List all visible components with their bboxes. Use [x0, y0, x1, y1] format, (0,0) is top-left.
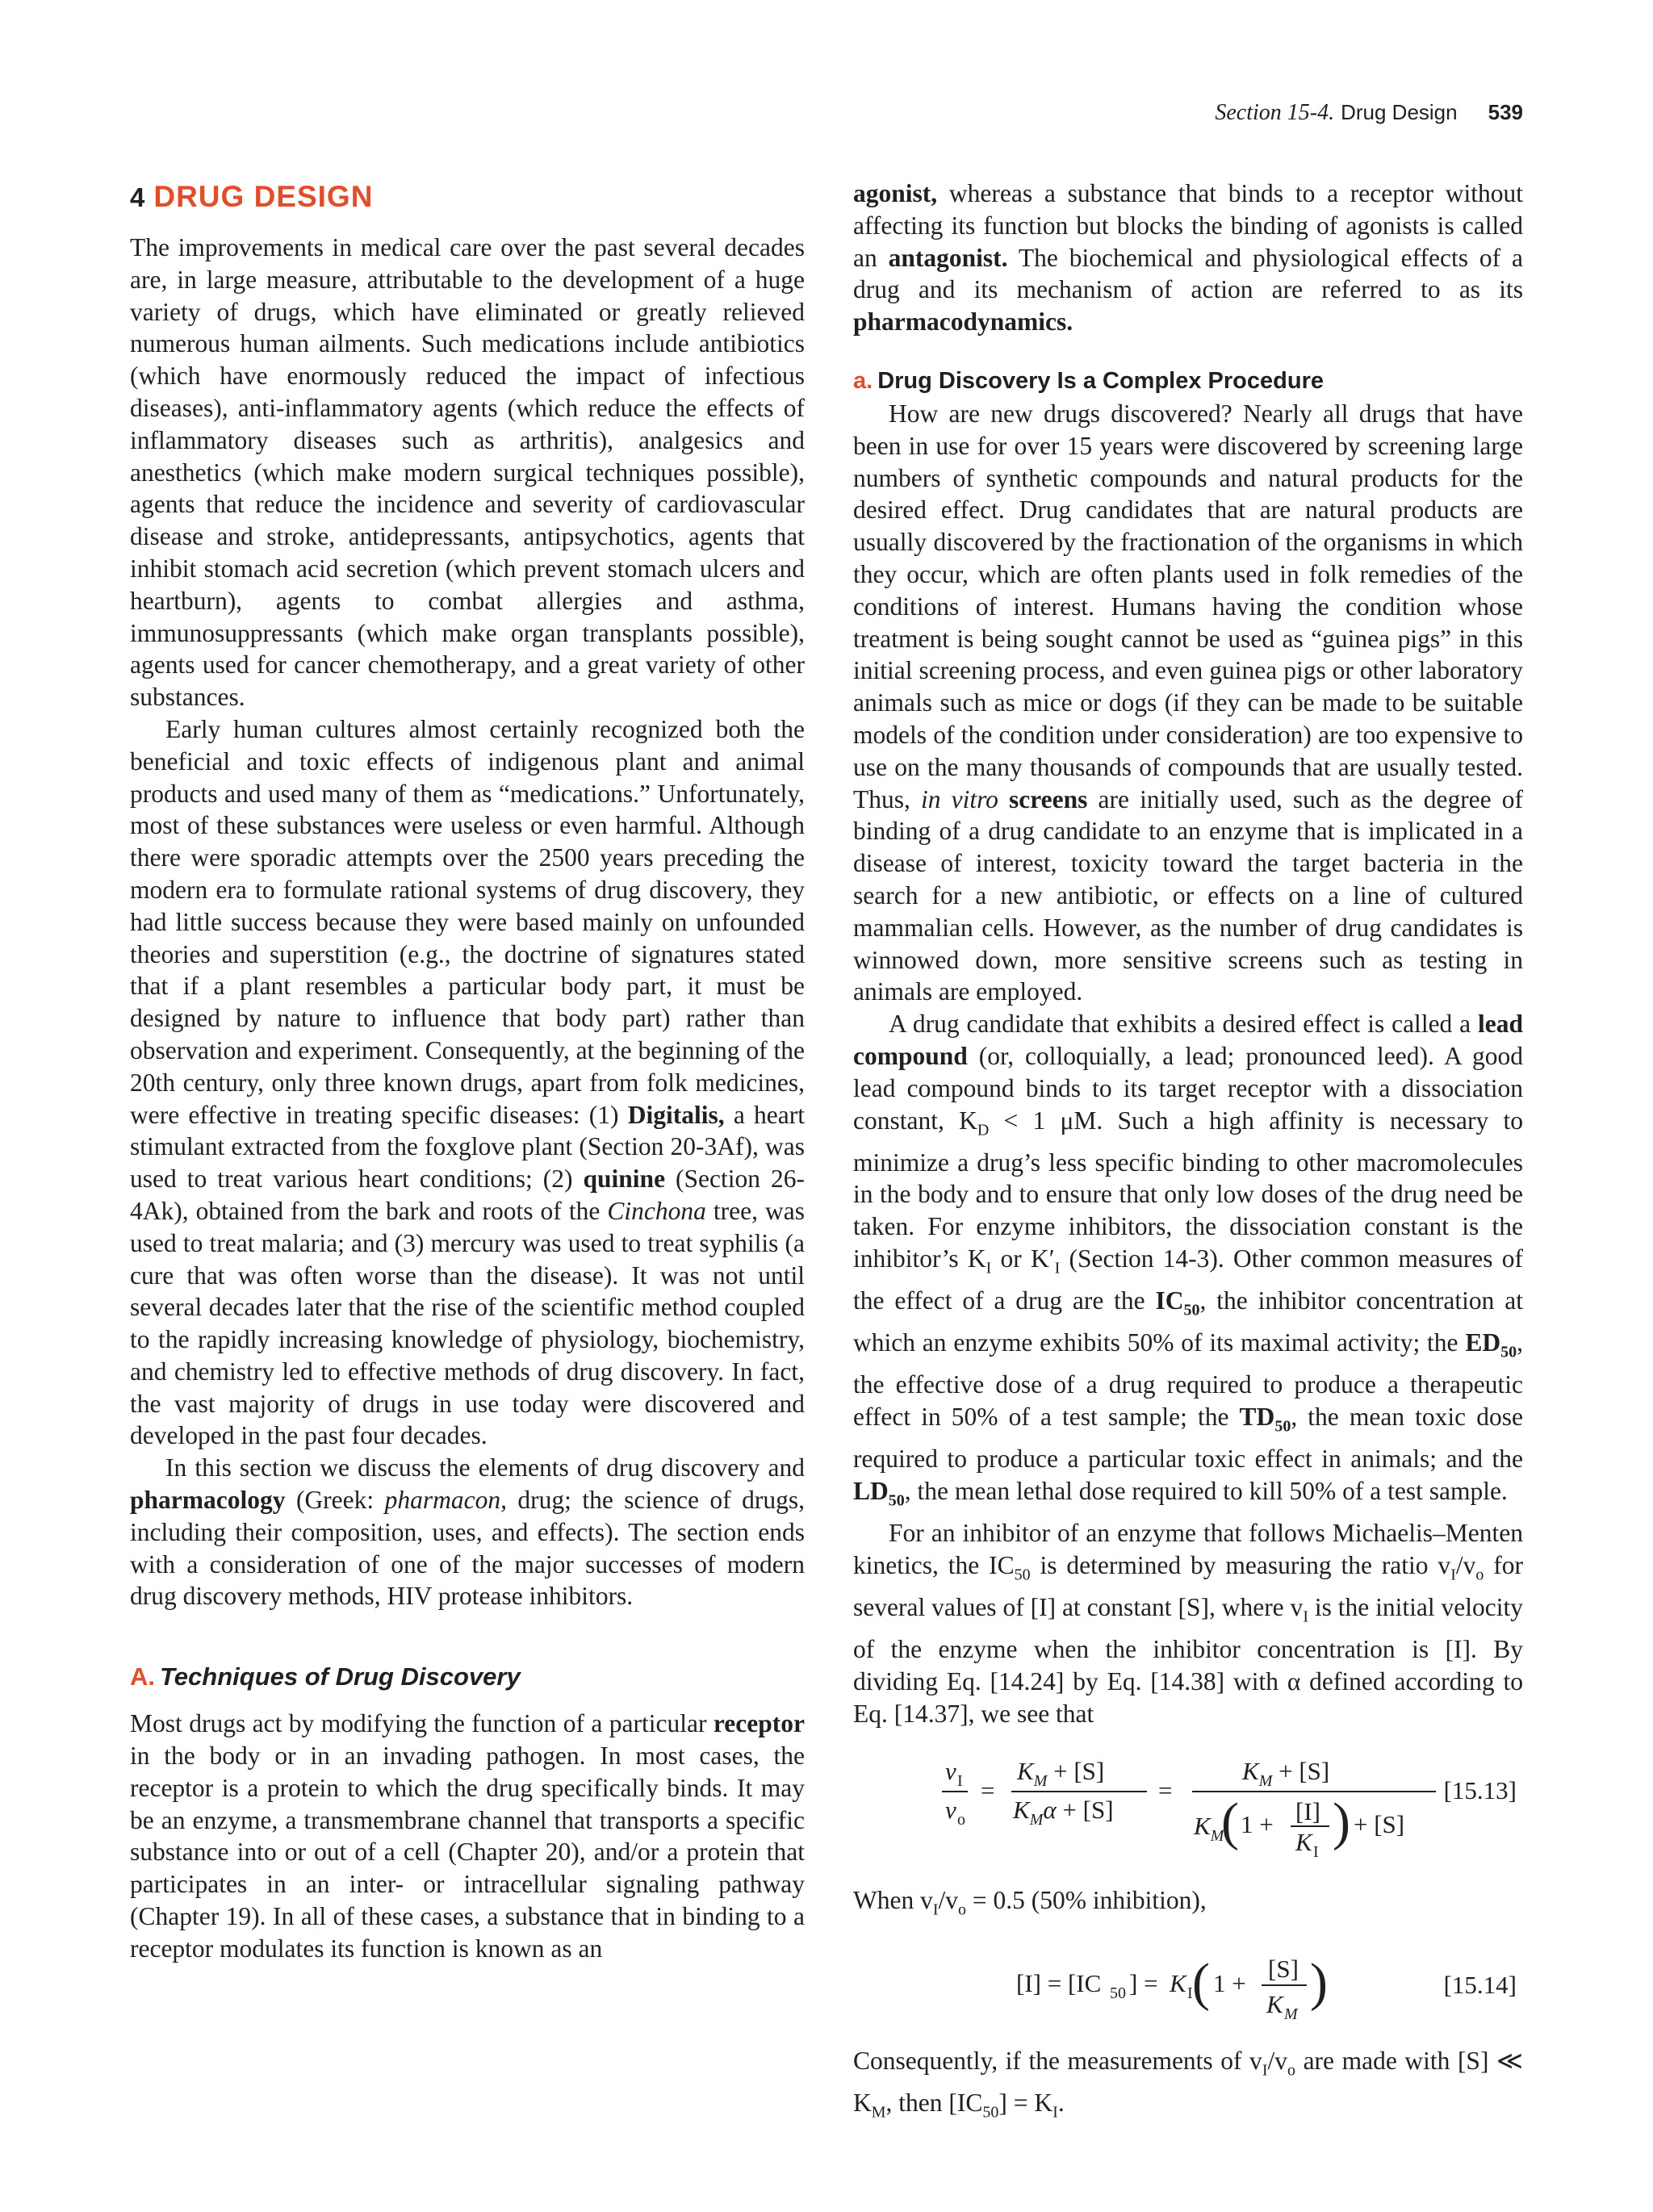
equation-number-15-13: [15.13]: [1443, 1776, 1517, 1805]
svg-text:K: K: [1266, 1989, 1283, 2018]
topic-heading-a: a. Drug Discovery Is a Complex Procedure: [853, 367, 1324, 394]
svg-text:KM + [S]: $K_M + [S]$: [1017, 1757, 1105, 1791]
svg-text:[I] = [IC: [I] = [IC: [1016, 1968, 1102, 1997]
left-column: [130, 178, 805, 1965]
svg-text:1 +: 1 +: [1213, 1968, 1246, 1997]
equation-15-14-intro: When $v_I/v_o = 0.5$ (50% inhibition),: [853, 1886, 1207, 1919]
michaelis-menten-paragraph: For an inhibitor of an enzyme that follows Michaelis–Menten kinetics, the $IC_{50}$ is determined by measuring the ratio $v_I/v_o$ for several values of [I] at constant [S], where $v_I$ is the initial velocity of the enzyme when the inhibitor concentration is [I]. By dividing Eq. [14.24] by Eq. [14.38] with α defined according to Eq. [14.37], we see that: [853, 1519, 1524, 1728]
equation-15-13: [853, 1747, 1523, 1870]
section-heading: [130, 178, 805, 217]
intro-paragraph-2: Early human cultures almost certainly recognized both the beneficial and toxic effects of indigenous plant and animal products and used many of them as “medications.” Unfortunately, most of these substances were useless or even harmful. Although there were sporadic attempts over the 2500 years preceding the modern era to formulate rational systems of drug discovery, they had little success because they were based mainly on unfounded theories and superstition (e.g., the doctrine of signatures stated that if a plant resembles a particular body part, it must be designed by nature to influence that body part) rather than observation and experiment. Consequently, at the beginning of the 20th century, only three known drugs, apart from folk medicines, were effective in treating specific diseases: (1) Digitalis, a heart stimulant extracted from the foxglove plant (Section 20-3Af), was used to treat various heart conditions; (2) quinine (Section 26-4Ak), obtained from the bark and roots of the Cinchona tree, was used to treat malaria; and (3) mercury was used to treat syphilis (a cure that was often worse than the disease). It was not until several decades later that the rise of the scientific method coupled to the rapidly increasing knowledge of physiology, biochemistry, and chemistry led to effective methods of drug discovery. In fact, the vast majority of drugs in use today were discovered and developed in the past four decades.: [130, 714, 805, 1450]
svg-text:[I]: [I]: [1295, 1797, 1320, 1826]
svg-text:): ): [1333, 1792, 1350, 1852]
page-number: 539: [1488, 100, 1523, 124]
intro-paragraph-1: The improvements in medical care over the past several decades are, in large measure, attributable to the development of a huge variety of drugs, which have eliminated or greatly relieved numerous human ailments. Such medications include antibiotics (which have enormously reduced the impact of infectious diseases), anti-inflammatory agents (which reduce the effects of inflammatory diseases such as arthritis), analgesics and anesthetics (which make modern surgical techniques possible), agents that reduce the incidence and severity of cardiovascular disease and stroke, antidepressants, antipsychotics, agents that inhibit stomach acid secretion (which prevent stomach ulcers and heartburn), agents to combat allergies and asthma, immunosuppressants (which make organ transplants possible), agents used for cancer chemotherapy, and a great variety of other substances.: [130, 233, 805, 712]
svg-text:[S]: [S]: [1268, 1954, 1299, 1983]
svg-text:I: I: [1313, 1843, 1319, 1862]
svg-text:1 +: 1 +: [1241, 1810, 1274, 1839]
subsection-heading-a: A. Techniques of Drug Discovery: [130, 1662, 521, 1691]
svg-text:] =: ] =: [1129, 1968, 1158, 1997]
right-column: [853, 178, 1523, 2129]
subsection-a-paragraph: Most drugs act by modifying the function of a particular receptor in the body or in an invading pathogen. In most cases, the receptor is a protein to which the drug specifically binds. It may be an enzyme, a transmembrane channel that transports a specific substance into or out of a cell (Chapter 20), and/or a protein that participates in an inter- or intracellular signaling pathway (Chapter 19). In all of these cases, a substance that in binding to a receptor modulates its function is known as an: [130, 1709, 805, 1963]
svg-text:v: v: [945, 1796, 956, 1825]
section-number: 4: [130, 182, 146, 212]
equation-number-15-14: [15.14]: [1443, 1970, 1517, 1999]
equation-15-14: [853, 1938, 1523, 2027]
header-section-title: Drug Design: [1341, 100, 1458, 124]
svg-text:I: I: [957, 1772, 963, 1791]
conclusion-paragraph: Consequently, if the measurements of $v_I/v_o$ are made with [S] ≪ $K_M$, then $[IC_{50}] = K_I$.: [853, 2046, 1523, 2121]
svg-text:KM + [S]: $K_M + [S]$: [1242, 1757, 1330, 1791]
svg-text:v: v: [945, 1757, 956, 1786]
subsection-a-paragraph-continued: agonist, whereas a substance that binds to a receptor without affecting its function but blocks the binding of agonists is called an antagonist. The biochemical and physiological effects of a drug and its mechanism of action are referred to as its pharmacodynamics.: [853, 179, 1523, 337]
svg-text:+ [S]: + [S]: [1354, 1810, 1405, 1839]
svg-text:I: I: [1187, 1984, 1193, 2002]
svg-text:(: (: [1221, 1792, 1239, 1852]
svg-text:o: o: [957, 1811, 965, 1829]
equation-15-14-graphic: [853, 1938, 1523, 2027]
running-header: [1215, 100, 1523, 126]
svg-text:): ): [1310, 1952, 1328, 2012]
svg-text:K: K: [1295, 1828, 1312, 1857]
svg-text:M: M: [1284, 2005, 1298, 2023]
equation-15-13-graphic: [853, 1747, 1523, 1870]
svg-text:(: (: [1192, 1952, 1210, 2012]
svg-text:KMα + [S]: $K_M\alpha + [S]$: [1013, 1796, 1114, 1829]
intro-paragraph-3: In this section we discuss the elements of drug discovery and pharmacology (Greek: pharmacon, drug; the science of drugs, including their composition, uses, and effects). The section ends with a consideration of one of the major successes of modern drug discovery methods, HIV protease inhibitors.: [130, 1453, 805, 1611]
svg-text:50: 50: [1110, 1984, 1126, 2002]
header-section-label: Section 15-4.: [1215, 100, 1335, 125]
svg-text:=: =: [981, 1776, 995, 1805]
svg-text:=: =: [1158, 1776, 1173, 1805]
svg-text:K: K: [1170, 1968, 1186, 1997]
section-title: DRUG DESIGN: [153, 180, 374, 213]
svg-text:KM: $K_M$: [1194, 1812, 1224, 1846]
drug-discovery-paragraph-1: How are new drugs discovered? Nearly all drugs that have been in use for over 15 years were discovered by screening large numbers of synthetic compounds and natural products for the desired effect. Drug candidates that are natural products are usually discovered by the fractionation of the organisms in which they occur, which are often plants used in folk remedies of the conditions of interest. Humans having the condition whose treatment is being sought cannot be used as “guinea pigs” in this initial screening process, and even guinea pigs or other laboratory animals such as mice or dogs (if they can be made to be suitable models of the condition under consideration) are too expensive to use on the many thousands of compounds that are usually tested. Thus, in vitro screens are initially used, such as the degree of binding of a drug candidate to an enzyme that is implicated in a disease of interest, toxicity toward the target bacteria in the search for a new antibiotic, or effects on a line of cultured mammalian cells. However, as the number of drug candidates is winnowed down, more sensitive screens such as testing in animals are employed.: [853, 399, 1523, 1006]
drug-discovery-paragraph-2: A drug candidate that exhibits a desired effect is called a lead compound (or, colloquially, a lead; pronounced leed). A good lead compound binds to its target receptor with a dissociation constant, $K_D < 1$ μM. Such a high affinity is necessary to minimize a drug’s less specific binding to other macromolecules in the body and to ensure that only low doses of the drug need be taken. For enzyme inhibitors, the dissociation constant is the inhibitor’s $K_I$ or $K'_I$ (Section 14-3). Other common measures of the effect of a drug are the $IC_{50}$, the inhibitor concentration at which an enzyme exhibits 50% of its maximal activity; the $ED_{50}$, the effective dose of a drug required to produce a therapeutic effect in 50% of a test sample; the $TD_{50}$, the mean toxic dose required to produce a particular toxic effect in animals; and the $LD_{50}$, the mean lethal dose required to kill 50% of a test sample.: [853, 1010, 1524, 1510]
